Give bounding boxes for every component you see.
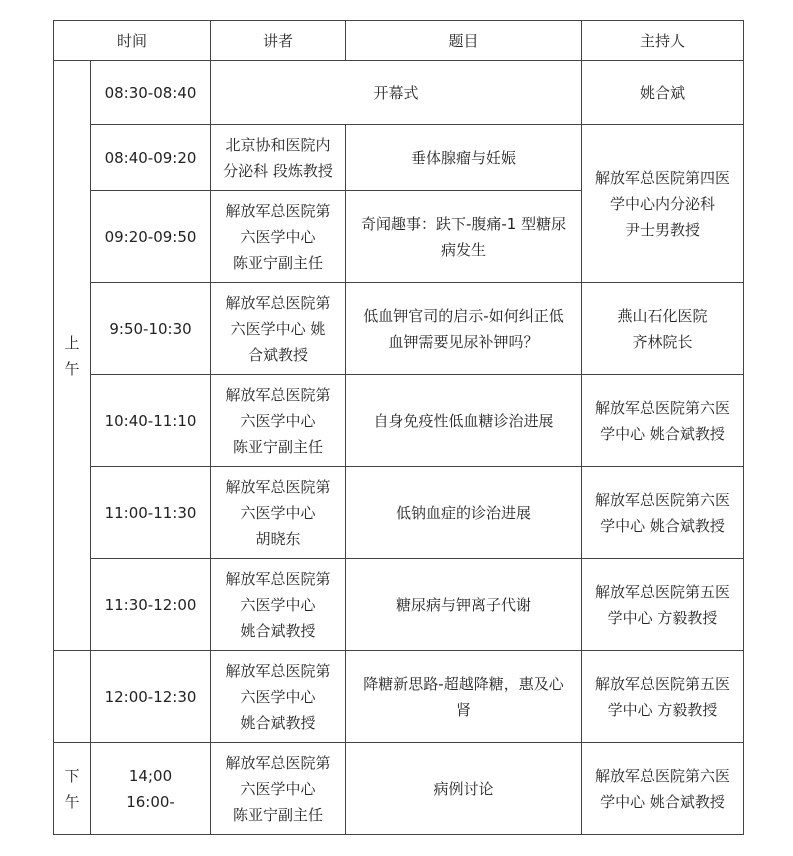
row-topic: 糖尿病与钾离子代谢 (346, 559, 582, 651)
row-host: 解放军总医院第六医 学中心 姚合斌教授 (582, 743, 744, 835)
row-speaker: 解放军总医院第 六医学中心 胡晓东 (211, 467, 346, 559)
row-time: 08:40-09:20 (91, 125, 211, 191)
row-host: 姚合斌 (582, 61, 744, 125)
table-row (54, 467, 744, 559)
table-row (54, 559, 744, 651)
row-host: 解放军总医院第五医 学中心 方毅教授 (582, 651, 744, 743)
row-host: 解放军总医院第六医 学中心 姚合斌教授 (582, 375, 744, 467)
row-time: 12:00-12:30 (91, 651, 211, 743)
row-host: 解放军总医院第四医 学中心内分泌科 尹士男教授 (582, 125, 744, 283)
table-row (54, 743, 744, 835)
row-time: 10:40-11:10 (91, 375, 211, 467)
row-speaker: 解放军总医院第 六医学中心 姚合斌教授 (211, 559, 346, 651)
row-host: 解放军总医院第六医 学中心 姚合斌教授 (582, 467, 744, 559)
row-topic: 降糖新思路-超越降糖，惠及心 肾 (346, 651, 582, 743)
row-topic: 奇闻趣事：趺下-腹痛-1 型糖尿 病发生 (346, 191, 582, 283)
row-topic: 垂体腺瘤与妊娠 (346, 125, 582, 191)
row-topic: 病例讨论 (346, 743, 582, 835)
schedule-table (53, 20, 744, 835)
table-row (54, 125, 744, 191)
table-row (54, 651, 744, 743)
row-time: 14;00 16:00- (91, 743, 211, 835)
table-row (54, 283, 744, 375)
table-row (54, 61, 744, 125)
row-time: 11:00-11:30 (91, 467, 211, 559)
row-topic: 低钠血症的诊治进展 (346, 467, 582, 559)
row-speaker: 解放军总医院第 六医学中心 陈亚宁副主任 (211, 191, 346, 283)
header-topic: 题目 (346, 21, 582, 61)
row-time: 08:30-08:40 (91, 61, 211, 125)
period-afternoon: 下午 (54, 743, 91, 835)
row-speaker: 解放军总医院第 六医学中心 姚 合斌教授 (211, 283, 346, 375)
row-time: 9:50-10:30 (91, 283, 211, 375)
row-topic: 自身免疫性低血糖诊治进展 (346, 375, 582, 467)
table-row (54, 375, 744, 467)
header-speaker: 讲者 (211, 21, 346, 61)
row-time: 11:30-12:00 (91, 559, 211, 651)
header-row (54, 21, 744, 61)
header-time: 时间 (54, 21, 211, 61)
row-topic: 开幕式 (211, 61, 582, 125)
row-topic: 低血钾官司的启示-如何纠正低 血钾需要见尿补钾吗？ (346, 283, 582, 375)
header-host: 主持人 (582, 21, 744, 61)
period-blank (54, 651, 91, 743)
row-speaker: 解放军总医院第 六医学中心 姚合斌教授 (211, 651, 346, 743)
row-speaker: 解放军总医院第 六医学中心 陈亚宁副主任 (211, 375, 346, 467)
period-morning: 上午 (54, 61, 91, 651)
row-host: 燕山石化医院 齐林院长 (582, 283, 744, 375)
row-host: 解放军总医院第五医 学中心 方毅教授 (582, 559, 744, 651)
row-speaker: 解放军总医院第 六医学中心 陈亚宁副主任 (211, 743, 346, 835)
row-time: 09:20-09:50 (91, 191, 211, 283)
row-speaker: 北京协和医院内 分泌科 段炼教授 (211, 125, 346, 191)
